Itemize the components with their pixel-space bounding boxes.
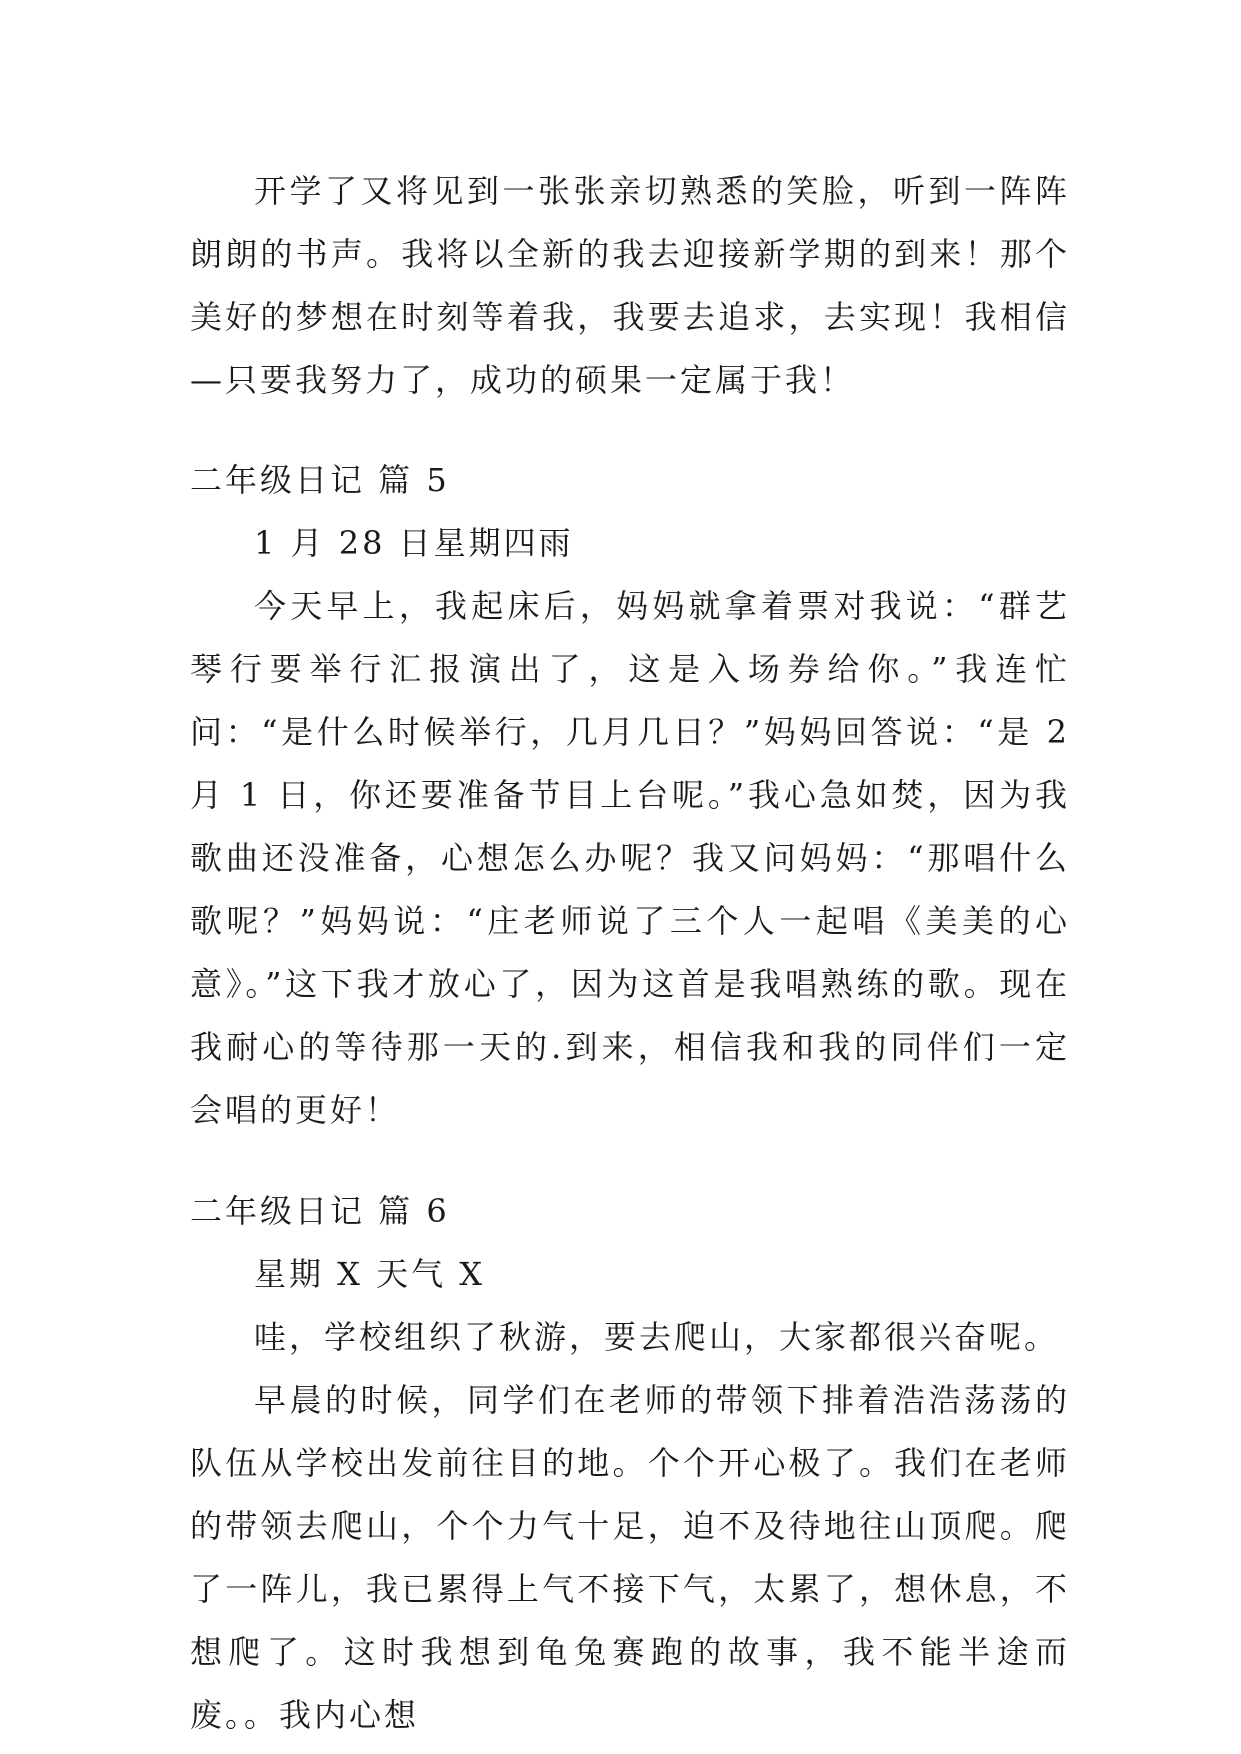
section4-closing-paragraph: 开学了又将见到一张张亲切熟悉的笑脸，听到一阵阵朗朗的书声。我将以全新的我去迎接新学期的到来！那个美好的梦想在时刻等着我，我要去追求，去实现！我相信—只要我努力了，成功的硕果一定属于我！ — [190, 172, 1070, 399]
section6-title: 二年级日记 篇 6 — [190, 1192, 450, 1230]
section6-date-line: 星期 X 天气 X — [254, 1255, 486, 1293]
section-spacer — [190, 412, 1070, 449]
section5-date-line: 1 月 28 日星期四雨 — [254, 524, 574, 562]
section5-paragraph: 今天早上，我起床后，妈妈就拿着票对我说：“群艺琴行要举行汇报演出了，这是入场券给你。”我连忙问：“是什么时候举行，几月几日？”妈妈回答说：“是 2 月 1 日，你还要准备节目上台呢。”我心急如焚，因为我歌曲还没准备，心想怎么办呢？我又问妈妈：“那唱什么歌呢？”妈妈说：“庄老师说了三个人一起唱《美美的心意》。”这下我才放心了，因为这首是我唱熟练的歌。现在我耐心的等待那一天的.到来，相信我和我的同伴们一定会唱的更好！ — [190, 587, 1070, 1129]
section-spacer — [190, 1142, 1070, 1180]
section5-title: 二年级日记 篇 5 — [190, 461, 450, 499]
document-page — [190, 160, 1070, 1747]
section6-paragraph-2: 早晨的时候，同学们在老师的带领下排着浩浩荡荡的队伍从学校出发前往目的地。个个开心极了。我们在老师的带领去爬山，个个力气十足，迫不及待地往山顶爬。爬了一阵儿，我已累得上气不接下气，太累了，想休息，不想爬了。这时我想到龟兔赛跑的故事，我不能半途而废。。我内心想 — [190, 1381, 1070, 1734]
section6-paragraph-1: 哇，学校组织了秋游，要去爬山，大家都很兴奋呢。 — [254, 1318, 1060, 1356]
